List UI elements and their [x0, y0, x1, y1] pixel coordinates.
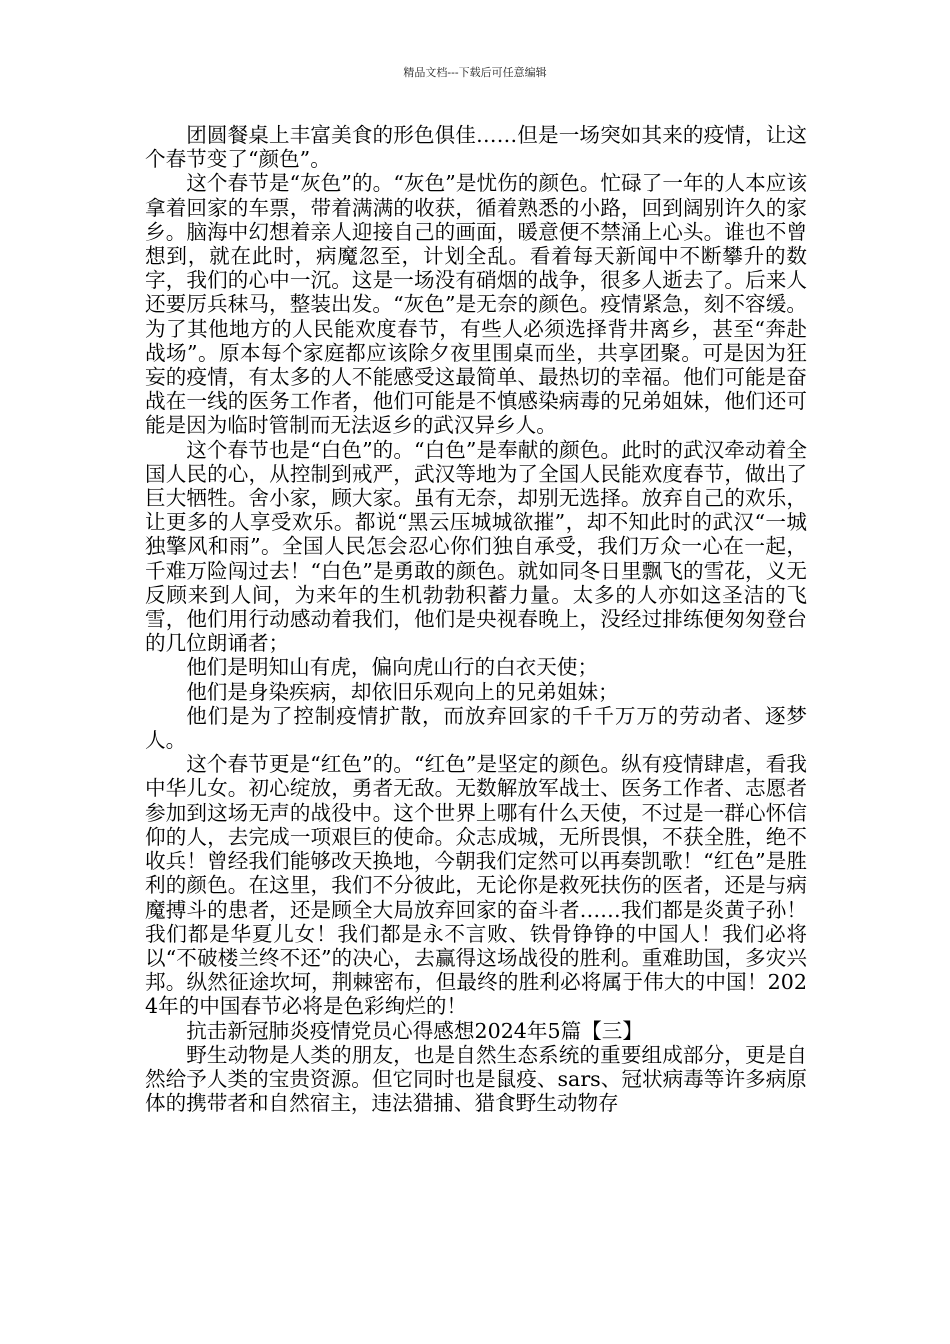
paragraph-7: 这个春节更是“红色”的。“红色”是坚定的颜色。纵有疫情肆虐，看我中华儿女。初心绽放，勇者无敌。无数解放军战士、医务工作者、志愿者参加到这场无声的战役中。这个世界上哪有什么天使，不过是一群心怀信仰的人，去完成一项艰巨的使命。众志成城，无所畏惧，不获全胜，绝不收兵！曾经我们能够改天换地，今朝我们定然可以再奏凯歌！“红色”是胜利的颜色。在这里，我们不分彼此，无论你是救死扶伤的医者，还是与病魔搏斗的患者，还是顾全大局放弃回家的奋斗者……我们都是炎黄子孙！我们都是华夏儿女！我们都是永不言败、铁骨铮铮的中国人！我们必将以“不破楼兰终不还”的决心，去赢得这场战役的胜利。重难助国，多灾兴邦。纵然征途坎坷，荆棘密布，但最终的胜利必将属于伟大的中国！2024年的中国春节必将是色彩绚烂的！ [145, 752, 807, 1019]
section-heading: 抗击新冠肺炎疫情党员心得感想2024年5篇【三】 [186, 1018, 643, 1043]
paragraph-1: 团圆餐桌上丰富美食的形色俱佳……但是一场突如其来的疫情，让这个春节变了“颜色”。 [145, 123, 807, 172]
paragraph-5: 他们是身染疾病，却依旧乐观向上的兄弟姐妹； [186, 679, 619, 704]
paragraph-3: 这个春节也是“白色”的。“白色”是奉献的颜色。此时的武汉牵动着全国人民的心，从控制到戒严，武汉等地为了全国人民能欢度春节，做出了巨大牺牲。舍小家，顾大家。虽有无奈，却别无选择。放弃自己的欢乐，让更多的人享受欢乐。都说“黑云压城城欲摧”，却不知此时的武汉“一城独擎风和雨”。全国人民怎会忍心你们独自承受，我们万众一心在一起，千难万险闯过去！“白色”是勇敢的颜色。就如同冬日里飘飞的雪花，义无反顾来到人间，为来年的生机勃勃积蓄力量。太多的人亦如这圣洁的飞雪，他们用行动感动着我们，他们是央视春晚上，没经过排练便匆匆登台的几位朗诵者； [145, 437, 807, 656]
paragraph-6: 他们是为了控制疫情扩散，而放弃回家的千千万万的劳动者、逐梦人。 [145, 703, 807, 753]
paragraph-2: 这个春节是“灰色”的。“灰色”是忧伤的颜色。忙碌了一年的人本应该拿着回家的车票，带着满满的收获，循着熟悉的小路，回到阔别许久的家乡。脑海中幻想着亲人迎接自己的画面，暖意便不禁涌上心头。谁也不曾想到，就在此时，病魔忽至，计划全乱。看着每天新闻中不断攀升的数字，我们的心中一沉。这是一场没有硝烟的战争，很多人逝去了。后来人还要厉兵秣马，整装出发。“灰色”是无奈的颜色。疫情紧急，刻不容缓。为了其他地方的人民能欢度春节，有些人必须选择背井离乡，甚至“奔赴战场”。原本每个家庭都应该除夕夜里围桌而坐，共享团聚。可是因为狂妄的疫情，有太多的人不能感受这最简单、最热切的幸福。他们可能是奋战在一线的医务工作者，他们可能是不慎感染病毒的兄弟姐妹，他们还可能是因为临时管制而无法返乡的武汉异乡人。 [145, 171, 807, 438]
paragraph-4: 他们是明知山有虎，偏向虎山行的白衣天使； [186, 655, 599, 680]
page-header: 精品文档---下载后可任意编辑 [403, 66, 547, 79]
document-body [145, 123, 807, 1115]
paragraph-8: 野生动物是人类的朋友，也是自然生态系统的重要组成部分，更是自然给予人类的宝贵资源。但它同时也是鼠疫、sars、冠状病毒等许多病原体的携带者和自然宿主，违法猎捕、猎食野生动物存 [145, 1042, 807, 1116]
